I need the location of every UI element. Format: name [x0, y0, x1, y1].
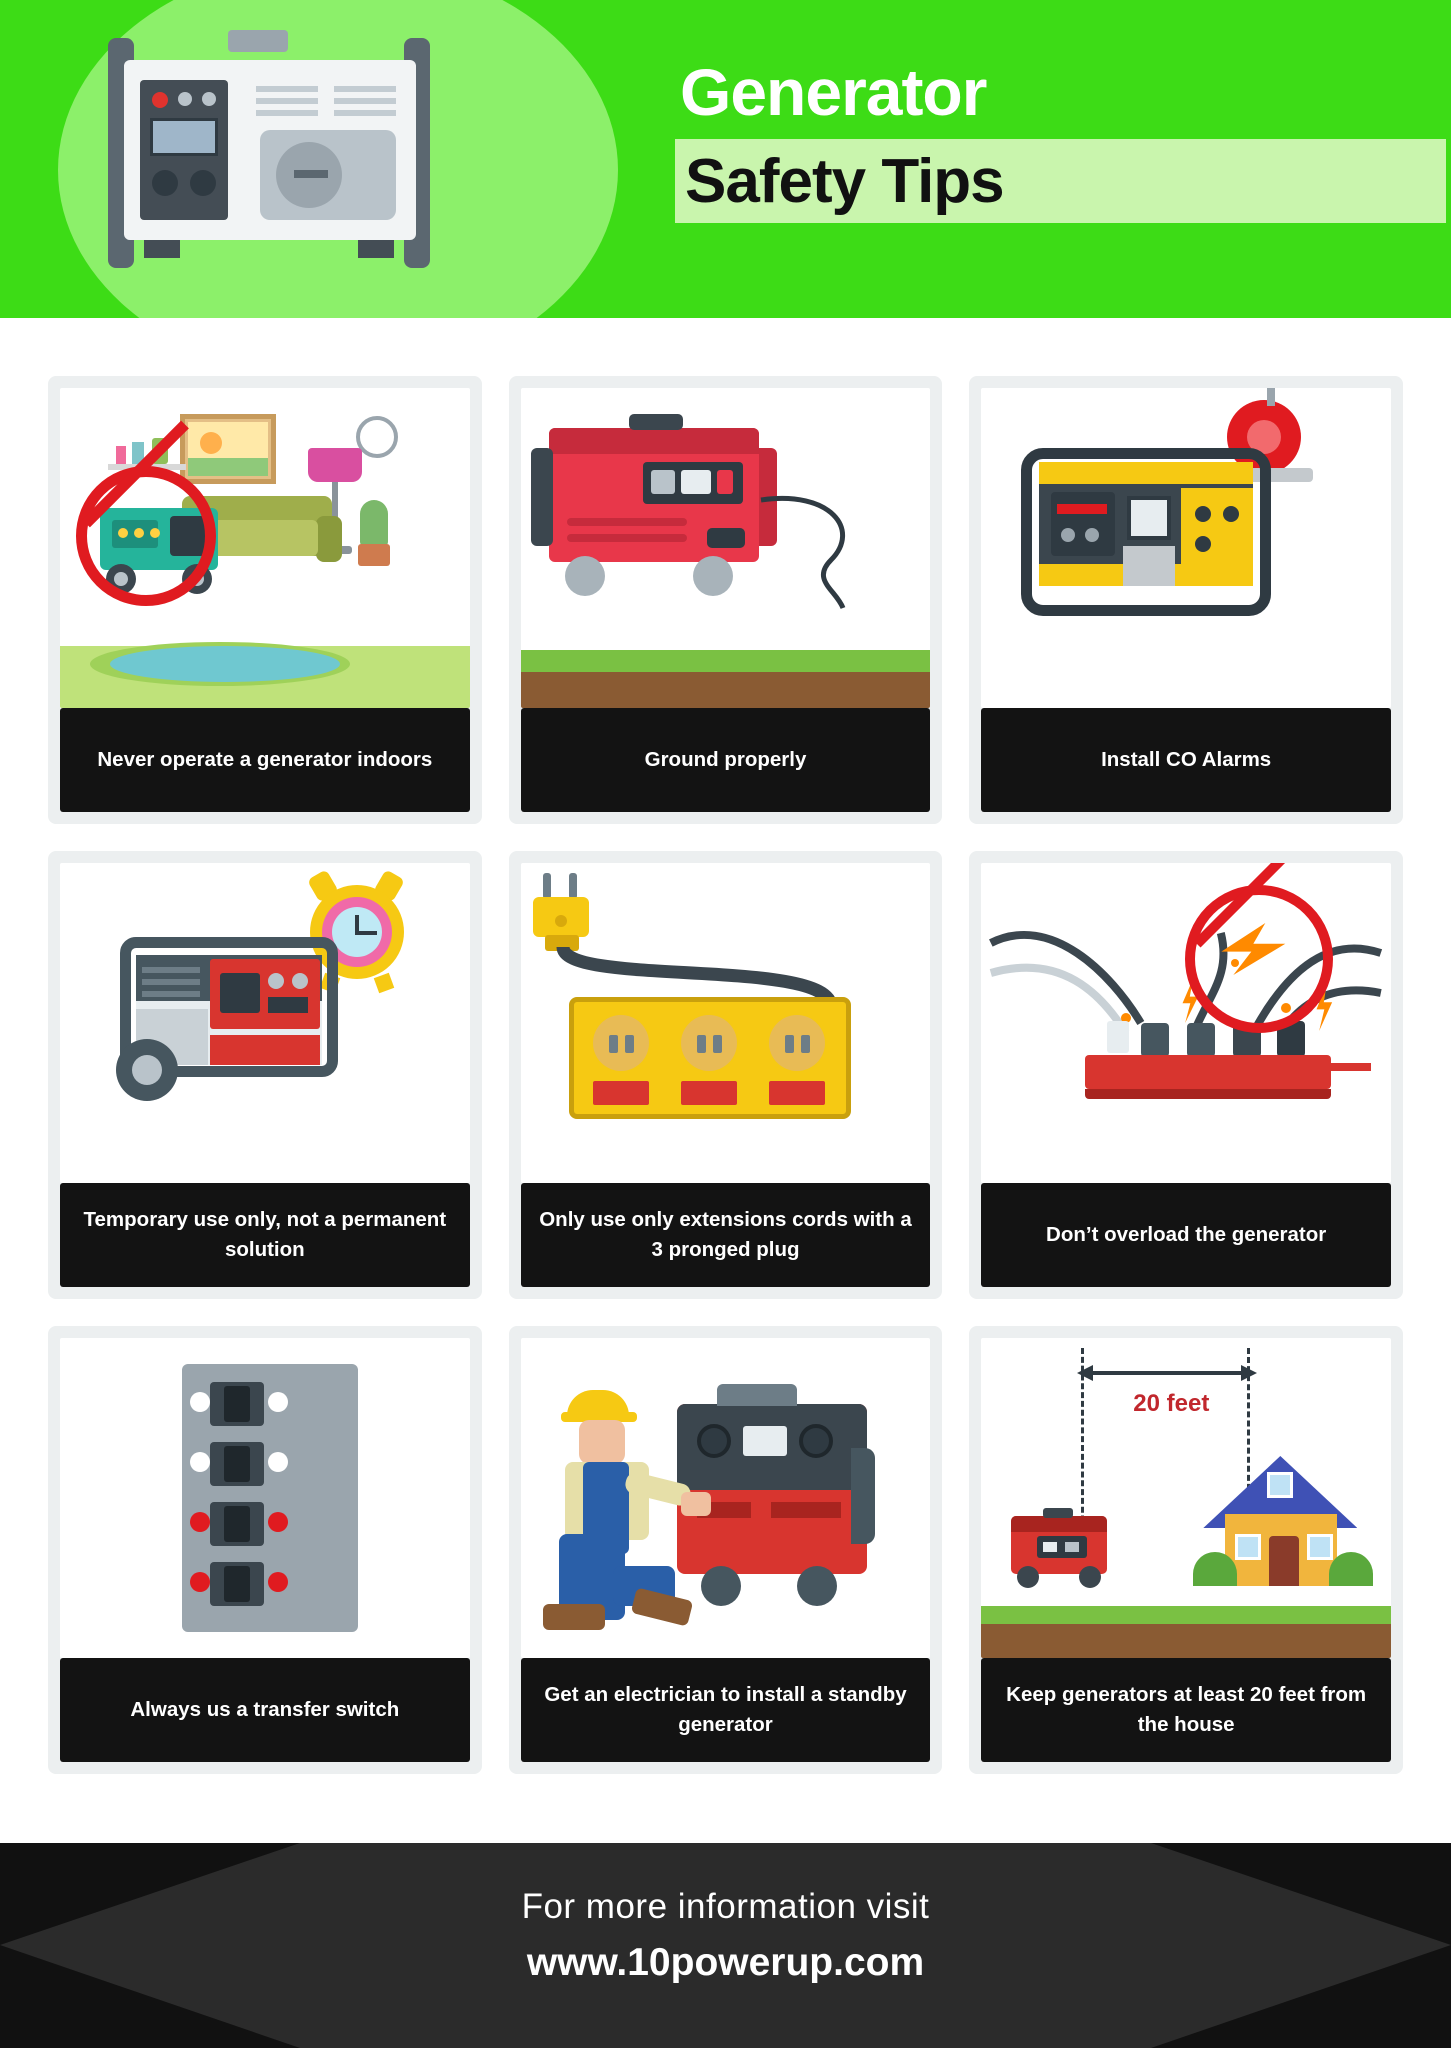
- living-room-generator-prohibited-icon: [60, 388, 470, 708]
- power-strip-three-prong-plug-icon: [521, 863, 931, 1183]
- poster-subtitle-band: [675, 139, 1446, 223]
- tip-card-transfer-switch: [48, 1326, 482, 1774]
- tip-label: Don’t overload the generator: [981, 1183, 1391, 1287]
- footer-caption: For more information visit: [521, 1887, 930, 1926]
- tip-card-ground: [509, 376, 943, 824]
- tip-card-extension-cords: [509, 851, 943, 1299]
- tip-card-electrician: [509, 1326, 943, 1774]
- generator-alarm-clock-icon: [60, 863, 470, 1183]
- electrician-installing-generator-icon: [521, 1338, 931, 1658]
- overloaded-power-strip-prohibited-icon: [981, 863, 1391, 1183]
- tip-label: Keep generators at least 20 feet from the house: [981, 1658, 1391, 1762]
- tips-grid: [0, 318, 1451, 1774]
- footer-website[interactable]: www.10powerup.com: [526, 1941, 925, 1984]
- tip-card-co-alarms: [969, 376, 1403, 824]
- distance-annotation: 20 feet: [1133, 1390, 1210, 1417]
- tip-label: Only use only extensions cords with a 3 pronged plug: [521, 1183, 931, 1287]
- tip-label: Temporary use only, not a permanent solution: [60, 1183, 470, 1287]
- generator-icon: [108, 30, 578, 318]
- poster-header: [0, 0, 1451, 318]
- generator-grounding-rod-icon: [521, 388, 931, 708]
- poster-footer: [0, 1843, 1451, 2048]
- tip-label: Always us a transfer switch: [60, 1658, 470, 1762]
- tip-label: Get an electrician to install a standby generator: [521, 1658, 931, 1762]
- distance-arrow-icon: [1077, 1360, 1257, 1386]
- ground-wire-icon: [751, 480, 891, 620]
- poster-title: Generator: [680, 55, 987, 129]
- tip-card-temporary: [48, 851, 482, 1299]
- poster-subtitle: Safety Tips: [685, 146, 1004, 216]
- header-title-group: [680, 55, 1420, 223]
- tip-card-distance: [969, 1326, 1403, 1774]
- transfer-switch-panel-icon: [60, 1338, 470, 1658]
- generator-alarm-bell-icon: [981, 388, 1391, 708]
- prohibited-sign-icon: [76, 466, 216, 606]
- tip-label: Never operate a generator indoors: [60, 708, 470, 812]
- generator-house-distance-icon: [981, 1338, 1391, 1658]
- tip-label: Ground properly: [521, 708, 931, 812]
- tip-label: Install CO Alarms: [981, 708, 1391, 812]
- tip-card-overload: [969, 851, 1403, 1299]
- tip-card-indoors: [48, 376, 482, 824]
